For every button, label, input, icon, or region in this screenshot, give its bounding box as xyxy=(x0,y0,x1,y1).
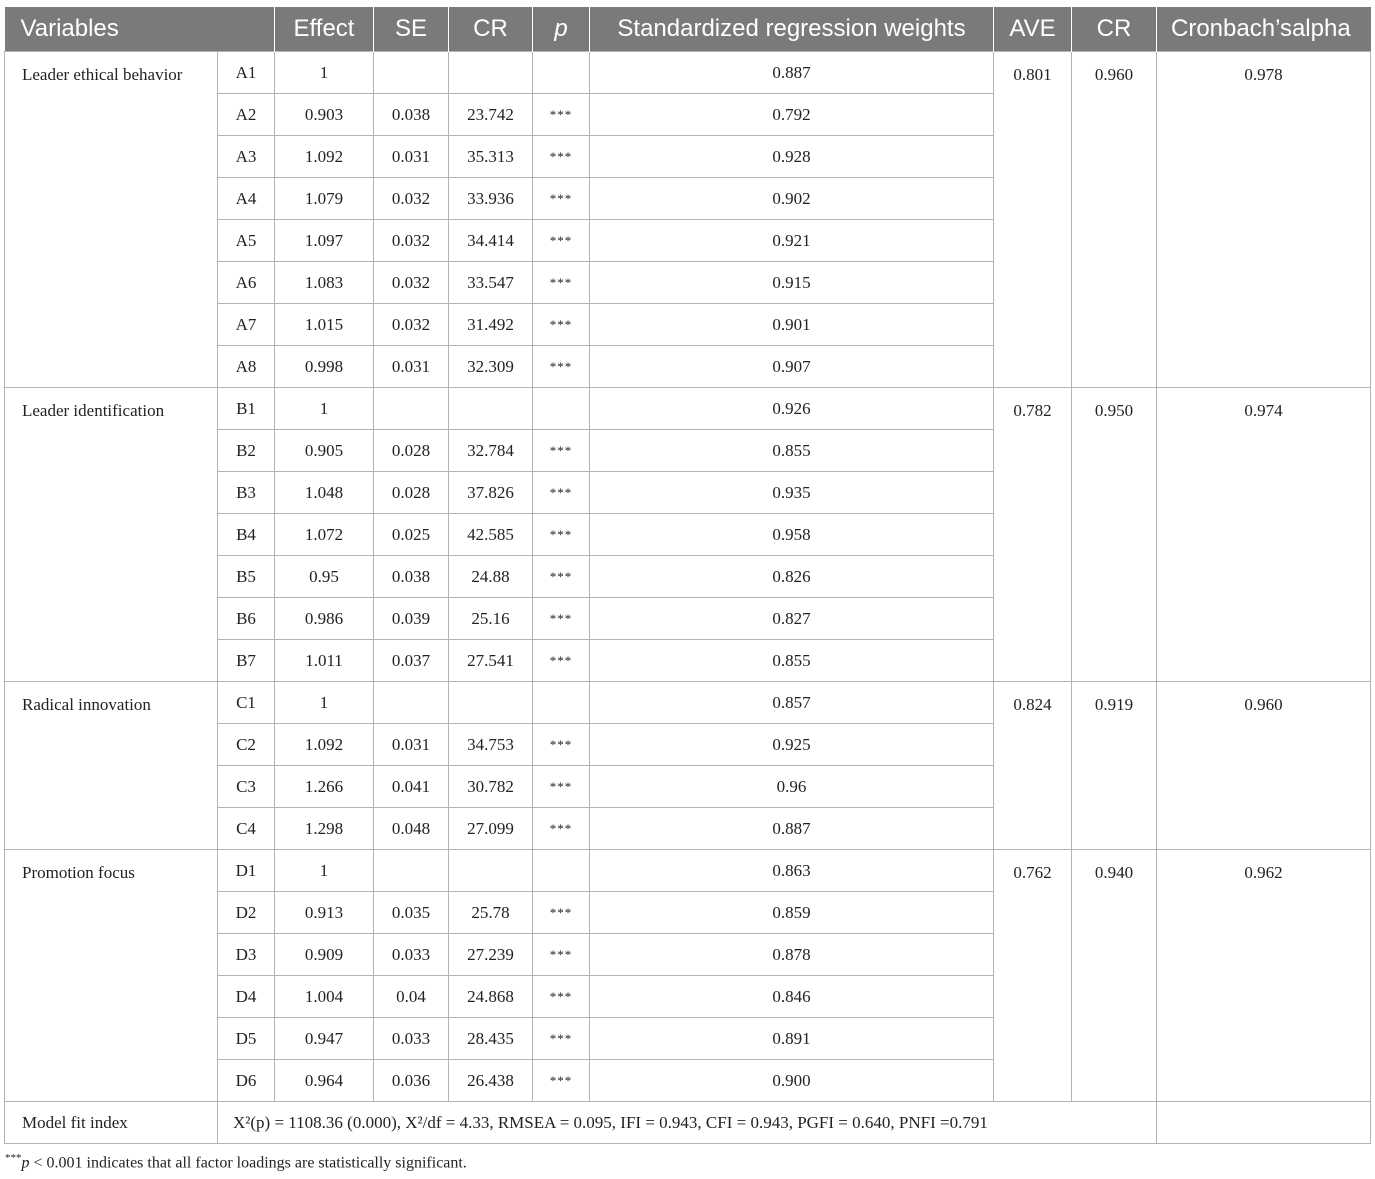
se-cell: 0.041 xyxy=(374,766,449,808)
item-code: D5 xyxy=(218,1018,275,1060)
item-code: A2 xyxy=(218,94,275,136)
composite-cr-cell: 0.919 xyxy=(1072,682,1157,850)
std-weight-cell: 0.855 xyxy=(590,640,994,682)
std-weight-cell: 0.859 xyxy=(590,892,994,934)
effect-cell: 1.004 xyxy=(275,976,374,1018)
p-cell xyxy=(533,682,590,724)
footnote-text: < 0.001 indicates that all factor loadings are statistically significant. xyxy=(29,1154,467,1172)
item-code: B1 xyxy=(218,388,275,430)
se-cell xyxy=(374,682,449,724)
se-cell: 0.035 xyxy=(374,892,449,934)
model-fit-label: Model fit index xyxy=(5,1102,218,1144)
p-cell: *** xyxy=(533,94,590,136)
ave-cell: 0.801 xyxy=(994,52,1072,388)
variable-name: Leader identification xyxy=(5,388,218,682)
item-code: A1 xyxy=(218,52,275,94)
item-code: C4 xyxy=(218,808,275,850)
cr-cell xyxy=(449,388,533,430)
cr-cell: 42.585 xyxy=(449,514,533,556)
header-cr: CR xyxy=(449,7,533,52)
std-weight-cell: 0.891 xyxy=(590,1018,994,1060)
cr-cell: 24.868 xyxy=(449,976,533,1018)
item-code: C2 xyxy=(218,724,275,766)
p-cell: *** xyxy=(533,304,590,346)
cr-cell: 37.826 xyxy=(449,472,533,514)
cr-cell: 32.784 xyxy=(449,430,533,472)
std-weight-cell: 0.792 xyxy=(590,94,994,136)
header-std-weights: Standardized regression weights xyxy=(590,7,994,52)
se-cell: 0.038 xyxy=(374,556,449,598)
p-cell: *** xyxy=(533,1018,590,1060)
cfa-results-table xyxy=(4,7,1371,1144)
p-cell: *** xyxy=(533,472,590,514)
item-code: D1 xyxy=(218,850,275,892)
ave-cell: 0.782 xyxy=(994,388,1072,682)
std-weight-cell: 0.887 xyxy=(590,808,994,850)
effect-cell: 0.998 xyxy=(275,346,374,388)
std-weight-cell: 0.902 xyxy=(590,178,994,220)
se-cell: 0.028 xyxy=(374,430,449,472)
item-code: C3 xyxy=(218,766,275,808)
cr-cell xyxy=(449,682,533,724)
cronbach-alpha-cell: 0.962 xyxy=(1157,850,1371,1102)
p-cell: *** xyxy=(533,640,590,682)
item-code: B4 xyxy=(218,514,275,556)
effect-cell: 1.092 xyxy=(275,136,374,178)
effect-cell: 1 xyxy=(275,850,374,892)
std-weight-cell: 0.878 xyxy=(590,934,994,976)
item-code: B3 xyxy=(218,472,275,514)
se-cell: 0.032 xyxy=(374,178,449,220)
cr-cell: 34.414 xyxy=(449,220,533,262)
se-cell: 0.04 xyxy=(374,976,449,1018)
se-cell: 0.037 xyxy=(374,640,449,682)
effect-cell: 1 xyxy=(275,388,374,430)
footnote-p-symbol: p xyxy=(21,1154,30,1172)
model-fit-text: X²(p) = 1108.36 (0.000), X²/df = 4.33, RMSEA = 0.095, IFI = 0.943, CFI = 0.943, PGFI = 0.640, PNFI =0.791 xyxy=(218,1102,1157,1144)
cr-cell xyxy=(449,52,533,94)
table-row xyxy=(5,682,1371,724)
se-cell: 0.028 xyxy=(374,472,449,514)
header-se: SE xyxy=(374,7,449,52)
effect-cell: 0.95 xyxy=(275,556,374,598)
p-cell: *** xyxy=(533,934,590,976)
cr-cell: 24.88 xyxy=(449,556,533,598)
model-fit-empty-cell xyxy=(1157,1102,1371,1144)
effect-cell: 1 xyxy=(275,682,374,724)
cr-cell: 25.16 xyxy=(449,598,533,640)
item-code: B5 xyxy=(218,556,275,598)
p-cell xyxy=(533,850,590,892)
effect-cell: 0.905 xyxy=(275,430,374,472)
header-effect: Effect xyxy=(275,7,374,52)
effect-cell: 1.298 xyxy=(275,808,374,850)
effect-cell: 1.266 xyxy=(275,766,374,808)
cr-cell: 32.309 xyxy=(449,346,533,388)
item-code: B2 xyxy=(218,430,275,472)
variable-name: Leader ethical behavior xyxy=(5,52,218,388)
header-p: p xyxy=(533,7,590,52)
cr-cell: 33.936 xyxy=(449,178,533,220)
std-weight-cell: 0.928 xyxy=(590,136,994,178)
table-row xyxy=(5,52,1371,94)
table-body xyxy=(5,52,1371,1144)
se-cell: 0.039 xyxy=(374,598,449,640)
effect-cell: 0.947 xyxy=(275,1018,374,1060)
effect-cell: 0.913 xyxy=(275,892,374,934)
item-code: A5 xyxy=(218,220,275,262)
p-cell: *** xyxy=(533,262,590,304)
table-footnote xyxy=(4,1152,1370,1172)
std-weight-cell: 0.855 xyxy=(590,430,994,472)
variable-name: Radical innovation xyxy=(5,682,218,850)
item-code: B7 xyxy=(218,640,275,682)
item-code: D4 xyxy=(218,976,275,1018)
se-cell: 0.032 xyxy=(374,304,449,346)
se-cell xyxy=(374,850,449,892)
effect-cell: 0.964 xyxy=(275,1060,374,1102)
std-weight-cell: 0.926 xyxy=(590,388,994,430)
p-cell: *** xyxy=(533,808,590,850)
p-cell: *** xyxy=(533,220,590,262)
se-cell: 0.032 xyxy=(374,262,449,304)
std-weight-cell: 0.96 xyxy=(590,766,994,808)
cr-cell: 27.239 xyxy=(449,934,533,976)
std-weight-cell: 0.826 xyxy=(590,556,994,598)
std-weight-cell: 0.846 xyxy=(590,976,994,1018)
p-cell: *** xyxy=(533,976,590,1018)
effect-cell: 1.011 xyxy=(275,640,374,682)
p-cell: *** xyxy=(533,724,590,766)
effect-cell: 0.903 xyxy=(275,94,374,136)
se-cell: 0.038 xyxy=(374,94,449,136)
se-cell: 0.048 xyxy=(374,808,449,850)
std-weight-cell: 0.863 xyxy=(590,850,994,892)
effect-cell: 1.097 xyxy=(275,220,374,262)
header-cronbach-alpha: Cronbach’salpha xyxy=(1157,7,1371,52)
effect-cell: 1.048 xyxy=(275,472,374,514)
p-cell: *** xyxy=(533,136,590,178)
se-cell: 0.032 xyxy=(374,220,449,262)
std-weight-cell: 0.901 xyxy=(590,304,994,346)
cronbach-alpha-cell: 0.974 xyxy=(1157,388,1371,682)
se-cell: 0.031 xyxy=(374,724,449,766)
composite-cr-cell: 0.950 xyxy=(1072,388,1157,682)
se-cell: 0.033 xyxy=(374,934,449,976)
p-cell: *** xyxy=(533,556,590,598)
cronbach-alpha-cell: 0.978 xyxy=(1157,52,1371,388)
cr-cell: 23.742 xyxy=(449,94,533,136)
item-code: A3 xyxy=(218,136,275,178)
se-cell: 0.033 xyxy=(374,1018,449,1060)
cr-cell: 28.435 xyxy=(449,1018,533,1060)
effect-cell: 1.072 xyxy=(275,514,374,556)
effect-cell: 1.083 xyxy=(275,262,374,304)
header-ave: AVE xyxy=(994,7,1072,52)
ave-cell: 0.762 xyxy=(994,850,1072,1102)
table-row xyxy=(5,850,1371,892)
effect-cell: 1.079 xyxy=(275,178,374,220)
se-cell xyxy=(374,388,449,430)
cr-cell: 26.438 xyxy=(449,1060,533,1102)
header-variables: Variables xyxy=(5,7,275,52)
std-weight-cell: 0.925 xyxy=(590,724,994,766)
composite-cr-cell: 0.960 xyxy=(1072,52,1157,388)
std-weight-cell: 0.958 xyxy=(590,514,994,556)
p-cell: *** xyxy=(533,1060,590,1102)
cr-cell: 35.313 xyxy=(449,136,533,178)
cr-cell: 25.78 xyxy=(449,892,533,934)
variable-name: Promotion focus xyxy=(5,850,218,1102)
header-composite-cr: CR xyxy=(1072,7,1157,52)
std-weight-cell: 0.900 xyxy=(590,1060,994,1102)
std-weight-cell: 0.921 xyxy=(590,220,994,262)
cr-cell: 27.541 xyxy=(449,640,533,682)
item-code: B6 xyxy=(218,598,275,640)
p-cell: *** xyxy=(533,514,590,556)
item-code: D3 xyxy=(218,934,275,976)
header-row xyxy=(5,7,1371,52)
se-cell xyxy=(374,52,449,94)
item-code: D2 xyxy=(218,892,275,934)
p-cell: *** xyxy=(533,892,590,934)
se-cell: 0.025 xyxy=(374,514,449,556)
ave-cell: 0.824 xyxy=(994,682,1072,850)
item-code: A7 xyxy=(218,304,275,346)
std-weight-cell: 0.887 xyxy=(590,52,994,94)
effect-cell: 0.986 xyxy=(275,598,374,640)
std-weight-cell: 0.915 xyxy=(590,262,994,304)
effect-cell: 1 xyxy=(275,52,374,94)
effect-cell: 1.015 xyxy=(275,304,374,346)
se-cell: 0.031 xyxy=(374,136,449,178)
item-code: C1 xyxy=(218,682,275,724)
p-cell: *** xyxy=(533,598,590,640)
cr-cell xyxy=(449,850,533,892)
composite-cr-cell: 0.940 xyxy=(1072,850,1157,1102)
p-cell xyxy=(533,388,590,430)
item-code: A6 xyxy=(218,262,275,304)
p-cell: *** xyxy=(533,178,590,220)
cr-cell: 33.547 xyxy=(449,262,533,304)
se-cell: 0.031 xyxy=(374,346,449,388)
cr-cell: 31.492 xyxy=(449,304,533,346)
cr-cell: 34.753 xyxy=(449,724,533,766)
cr-cell: 27.099 xyxy=(449,808,533,850)
std-weight-cell: 0.907 xyxy=(590,346,994,388)
std-weight-cell: 0.857 xyxy=(590,682,994,724)
table-row xyxy=(5,388,1371,430)
p-cell: *** xyxy=(533,346,590,388)
cr-cell: 30.782 xyxy=(449,766,533,808)
std-weight-cell: 0.827 xyxy=(590,598,994,640)
item-code: A8 xyxy=(218,346,275,388)
table-container xyxy=(4,7,1370,1172)
table-header xyxy=(5,7,1371,52)
effect-cell: 1.092 xyxy=(275,724,374,766)
p-cell xyxy=(533,52,590,94)
p-cell: *** xyxy=(533,430,590,472)
item-code: D6 xyxy=(218,1060,275,1102)
item-code: A4 xyxy=(218,178,275,220)
footnote-stars: *** xyxy=(5,1152,22,1164)
std-weight-cell: 0.935 xyxy=(590,472,994,514)
p-cell: *** xyxy=(533,766,590,808)
model-fit-row xyxy=(5,1102,1371,1144)
cronbach-alpha-cell: 0.960 xyxy=(1157,682,1371,850)
se-cell: 0.036 xyxy=(374,1060,449,1102)
effect-cell: 0.909 xyxy=(275,934,374,976)
